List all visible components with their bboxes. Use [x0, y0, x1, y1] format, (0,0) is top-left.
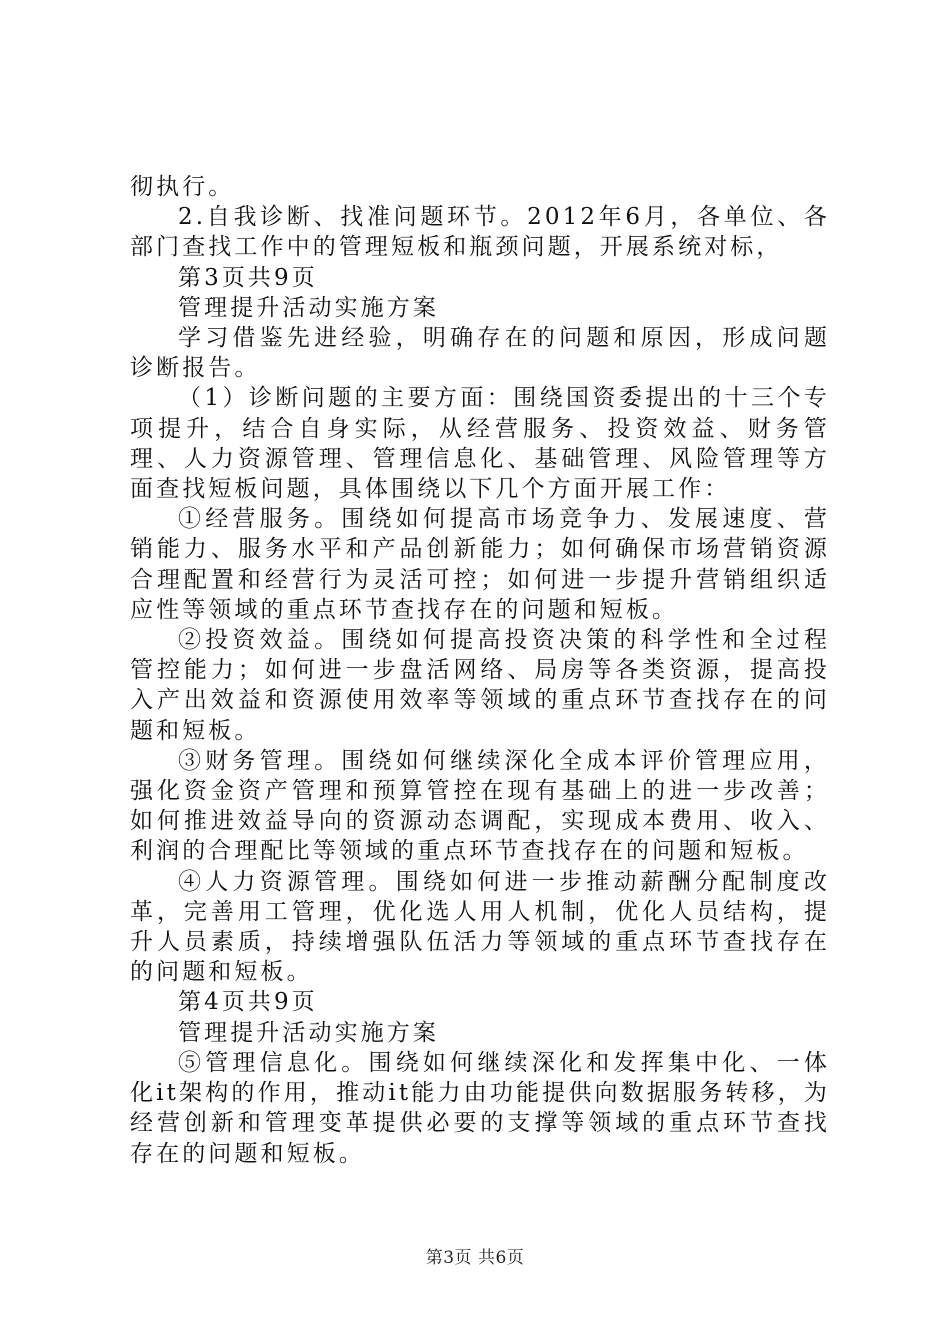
inline-page-marker: 第4页共9页 — [178, 989, 318, 1016]
document-body — [130, 172, 830, 1169]
paragraph: 2.自我诊断、找准问题环节。2012年6月，各单位、各部门查找工作中的管理短板和瓶颈问题，开展系统对标， — [130, 204, 830, 261]
inline-section-title: 管理提升活动实施方案 — [178, 294, 439, 321]
paragraph: ④人力资源管理。围绕如何进一步推动薪酬分配制度改革，完善用工管理，优化选人用人机制，优化人员结构，提升人员素质，持续增强队伍活力等领域的重点环节查找存在的问题和短板。 — [130, 868, 830, 986]
paragraph: ⑤管理信息化。围绕如何继续深化和发挥集中化、一体化it架构的作用，推动it能力由功能提供向数据服务转移，为经营创新和管理变革提供必要的支撑等领域的重点环节查找存在的问题和短板。 — [130, 1049, 830, 1167]
paragraph: 学习借鉴先进经验，明确存在的问题和原因，形成问题诊断报告。 — [130, 325, 830, 382]
paragraph: ③财务管理。围绕如何继续深化全成本评价管理应用，强化资金资产管理和预算管控在现有基础上的进一步改善；如何推进效益导向的资源动态调配，实现成本费用、收入、利润的合理配比等领域的重点环节查找存在的问题和短板。 — [130, 747, 830, 865]
page-footer: 第3页 共6页 — [425, 1248, 525, 1268]
paragraph: ①经营服务。围绕如何提高市场竞争力、发展速度、营销能力、服务水平和产品创新能力；如何确保市场营销资源合理配置和经营行为灵活可控；如何进一步提升营销组织适应性等领域的重点环节查找存在的问题和短板。 — [130, 506, 830, 623]
paragraph: ②投资效益。围绕如何提高投资决策的科学性和全过程管控能力；如何进一步盘活网络、局房等各类资源，提高投入产出效益和资源使用效率等领域的重点环节查找存在的问题和短板。 — [130, 627, 830, 744]
paragraph: （1）诊断问题的主要方面：围绕国资委提出的十三个专项提升，结合自身实际，从经营服务、投资效益、财务管理、人力资源管理、管理信息化、基础管理、风险管理等方面查找短板问题，具体围绕以下几个方面开展工作： — [130, 385, 830, 503]
paragraph: 彻执行。 — [130, 174, 235, 200]
inline-section-title: 管理提升活动实施方案 — [178, 1019, 439, 1046]
inline-page-marker: 第3页共9页 — [178, 264, 318, 291]
